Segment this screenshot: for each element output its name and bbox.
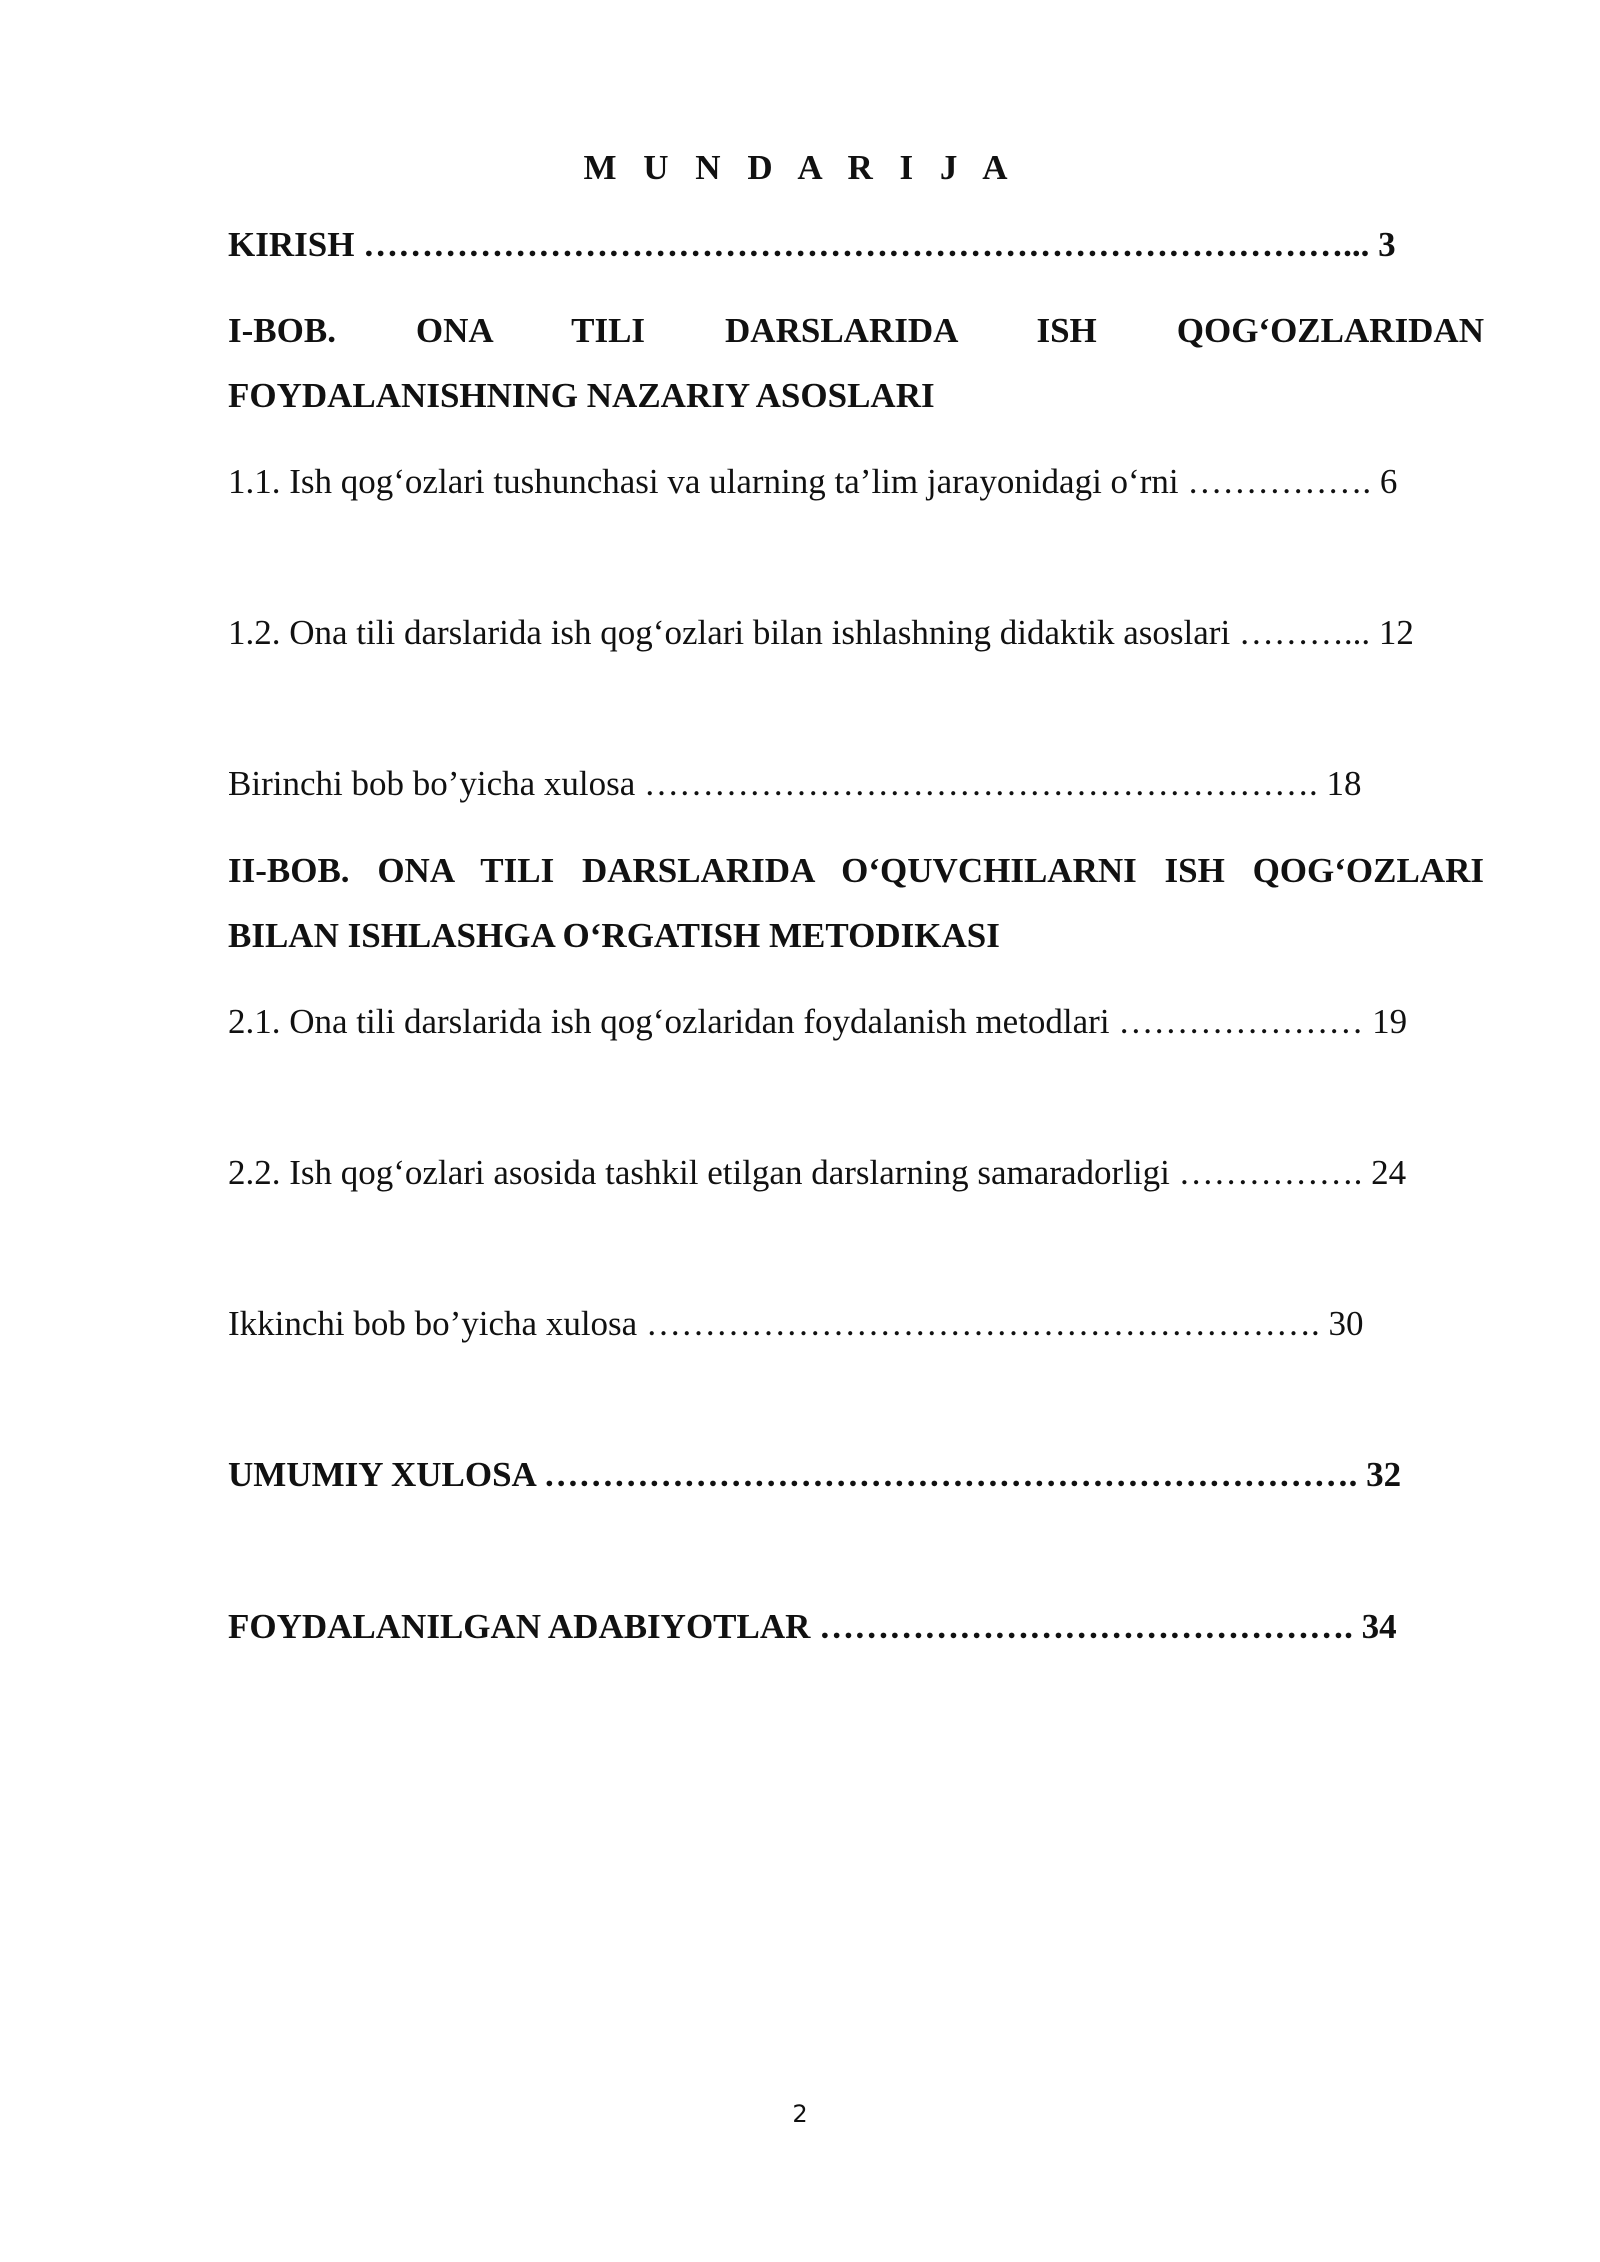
toc-entry-1-2: 1.2. Ona tili darslarida ish qog‘ozlari bilan ishlashning didaktik asoslari ………... 12: [228, 613, 1414, 652]
toc-chapter-1: [228, 298, 1484, 428]
toc-section-2-2: [228, 1140, 1484, 1205]
toc-conclusion-1: [228, 751, 1484, 816]
toc-entry-chapter-2: II-BOB. ONA TILI DARSLARIDA O‘QUVCHILARNI ISH QOG‘OZLARI BILAN ISHLASHGA O‘RGATISH METODIKASI: [228, 851, 1484, 955]
toc-entry-2-1: 2.1. Ona tili darslarida ish qog‘ozlaridan foydalanish metodlari ………………… 19: [228, 1002, 1408, 1041]
toc-entry-references: FOYDALANILGAN ADABIYOTLAR ………………………………………. 34: [228, 1607, 1397, 1646]
table-of-contents: [228, 212, 1484, 277]
toc-general-conclusion: [228, 1442, 1484, 1507]
toc-entry-conclusion-2: Ikkinchi bob bo’yicha xulosa …………………………………………………. 30: [228, 1304, 1364, 1343]
toc-references: [228, 1594, 1484, 1659]
toc-entry-2-2: 2.2. Ish qog‘ozlari asosida tashkil etilgan darslarning samaradorligi ……………. 24: [228, 1153, 1407, 1192]
toc-section-1-2: [228, 600, 1484, 665]
toc-entry-general-conclusion: UMUMIY XULOSA ……………………………………………………………. 32: [228, 1455, 1402, 1494]
toc-conclusion-2: [228, 1291, 1484, 1356]
page-title: M U N D A R I J A: [583, 148, 1017, 187]
toc-entry-kirish: KIRISH …………………………………………………………………………... 3: [228, 225, 1396, 264]
toc-entry-chapter-1: I-BOB. ONA TILI DARSLARIDA ISH QOG‘OZLARIDAN FOYDALANISHNING NAZARIY ASOSLARI: [228, 311, 1484, 415]
toc-entry-1-1: 1.1. Ish qog‘ozlari tushunchasi va ularning ta’lim jarayonidagi o‘rni ……………. 6: [228, 462, 1398, 501]
toc-chapter-2: [228, 838, 1484, 968]
toc-section-1-1: [228, 449, 1484, 514]
toc-section-2-1: [228, 989, 1484, 1054]
page-number: 2: [792, 2100, 808, 2128]
toc-entry-conclusion-1: Birinchi bob bo’yicha xulosa …………………………………………………. 18: [228, 764, 1362, 803]
